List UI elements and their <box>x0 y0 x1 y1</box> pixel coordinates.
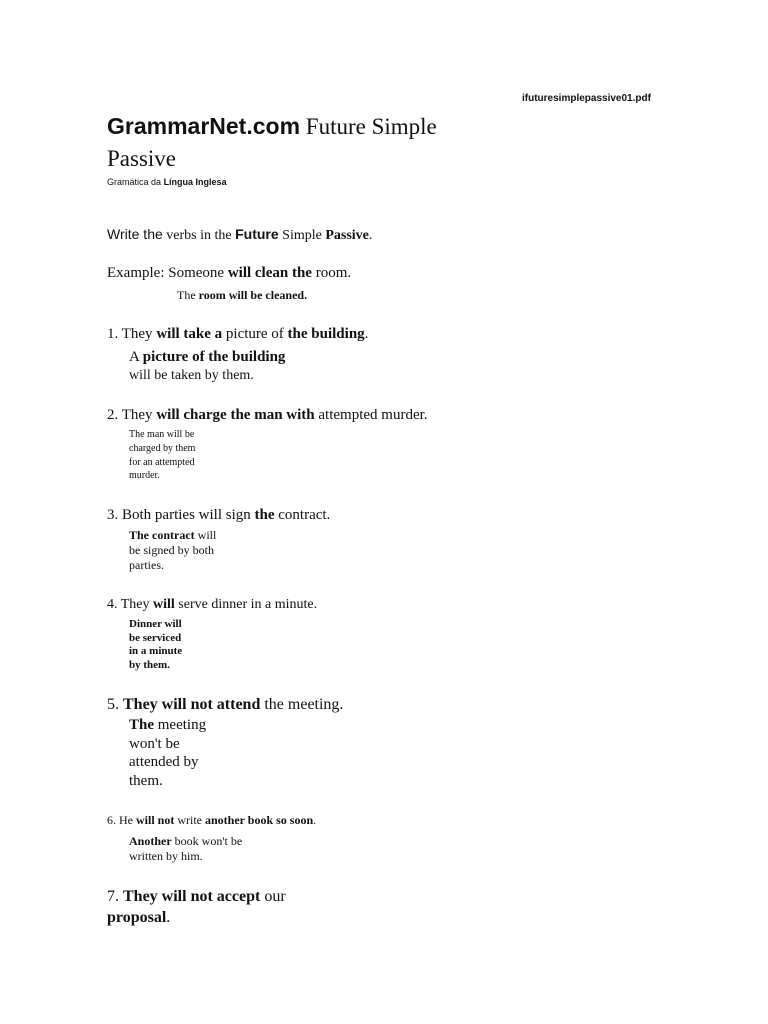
answer-1-line-1 <box>129 349 285 366</box>
q7-e: . <box>166 909 171 926</box>
q1-a: 1. They <box>107 326 153 342</box>
example-answer <box>177 288 307 303</box>
answer-5-line-3: attended by <box>129 754 199 770</box>
answer-2-line-1: The man will be <box>129 429 195 440</box>
answer-6-line-2: written by him. <box>129 849 203 863</box>
question-1 <box>107 326 368 343</box>
answer-2-line-3: for an attempted <box>129 457 195 468</box>
question-2 <box>107 407 428 424</box>
question-7-line-1 <box>107 888 286 906</box>
answer-4-line-2: be serviced <box>129 632 182 644</box>
instruction-c: Future <box>235 226 279 242</box>
instruction-d: Simple <box>282 228 322 243</box>
q7-a: 7. <box>107 888 119 905</box>
answer-2-line-4: murder. <box>129 470 160 481</box>
q6-e: . <box>313 813 317 827</box>
q3-ans1-a: The contract <box>129 528 195 542</box>
question-7-line-2 <box>107 909 170 927</box>
example-b: will clean the <box>227 265 312 281</box>
q4-a: 4. They <box>107 597 150 612</box>
q7-c: our <box>264 888 286 905</box>
instruction-b: verbs in the <box>166 228 232 243</box>
q5-b: They will not attend <box>123 696 261 713</box>
question-5 <box>107 696 343 714</box>
question-3 <box>107 507 330 524</box>
file-name: ifuturesimplepassive01.pdf <box>522 93 651 104</box>
q1-e: . <box>364 326 369 342</box>
answer-1-line-2: will be taken by them. <box>129 368 254 383</box>
q4-b: will <box>153 597 175 612</box>
example-answer-b: room will be cleaned. <box>198 288 308 302</box>
q2-a: 2. They <box>107 407 153 423</box>
q5-c: the meeting. <box>264 696 344 713</box>
q6-d: another book so soon <box>205 813 314 827</box>
question-6 <box>107 813 316 828</box>
question-4 <box>107 597 317 613</box>
page-title <box>107 113 437 140</box>
answer-4-line-3: in a minute <box>129 645 183 657</box>
page-subtitle <box>107 177 227 187</box>
q7-d: proposal <box>107 909 167 926</box>
brand-name: GrammarNet.com <box>107 113 301 139</box>
answer-5-line-2: won't be <box>129 736 180 752</box>
q2-b: will charge the man with <box>156 407 315 423</box>
q3-b: the <box>254 507 275 523</box>
subtitle-part-c: Língua Inglesa <box>163 177 227 187</box>
q1-d: the building <box>287 326 365 342</box>
q2-c: attempted murder. <box>318 407 428 423</box>
answer-3-line-2: be signed by both <box>129 543 214 557</box>
q6-a: 6. He <box>107 813 133 827</box>
title-part-1: Future Simple <box>305 114 437 139</box>
answer-3-line-1 <box>129 528 216 543</box>
subtitle-part-b: da <box>151 177 162 187</box>
q5-ans1-a: The <box>129 717 155 733</box>
q7-b: They will not accept <box>123 888 261 905</box>
q5-a: 5. <box>107 696 119 713</box>
q1-ans1-a: A <box>129 349 140 365</box>
q3-a: 3. Both parties will sign <box>107 507 251 523</box>
page-title-line-2: Passive <box>107 146 176 171</box>
q6-ans1-a: Another <box>129 834 172 848</box>
example-c: room. <box>315 265 352 281</box>
q1-b: will take a <box>156 326 223 342</box>
q3-ans1-b: will <box>197 528 217 542</box>
q3-c: contract. <box>278 507 331 523</box>
q6-c: write <box>177 813 202 827</box>
answer-6-line-1 <box>129 834 242 849</box>
subtitle-part-a: Gramática <box>107 177 149 187</box>
q4-c: serve dinner in a minute. <box>178 597 318 612</box>
answer-4-line-1: Dinner will <box>129 618 182 630</box>
q6-ans1-b: book won't be <box>174 834 243 848</box>
instruction <box>107 226 372 244</box>
q6-b: will not <box>136 813 175 827</box>
q5-ans1-b: meeting <box>157 717 207 733</box>
answer-2-line-2: charged by them <box>129 443 196 454</box>
answer-5-line-4: them. <box>129 773 163 789</box>
answer-4-line-4: by them. <box>129 659 170 671</box>
answer-5-line-1 <box>129 717 206 734</box>
instruction-a: Write the <box>107 226 163 242</box>
q1-c: picture of <box>225 326 284 342</box>
q1-ans1-b: picture of the building <box>142 349 286 365</box>
example-a: Example: Someone <box>107 265 225 281</box>
example-sentence <box>107 265 351 282</box>
instruction-e: Passive <box>325 228 369 243</box>
instruction-f: . <box>368 228 373 243</box>
example-answer-a: The <box>177 288 196 302</box>
answer-3-line-3: parties. <box>129 558 164 572</box>
